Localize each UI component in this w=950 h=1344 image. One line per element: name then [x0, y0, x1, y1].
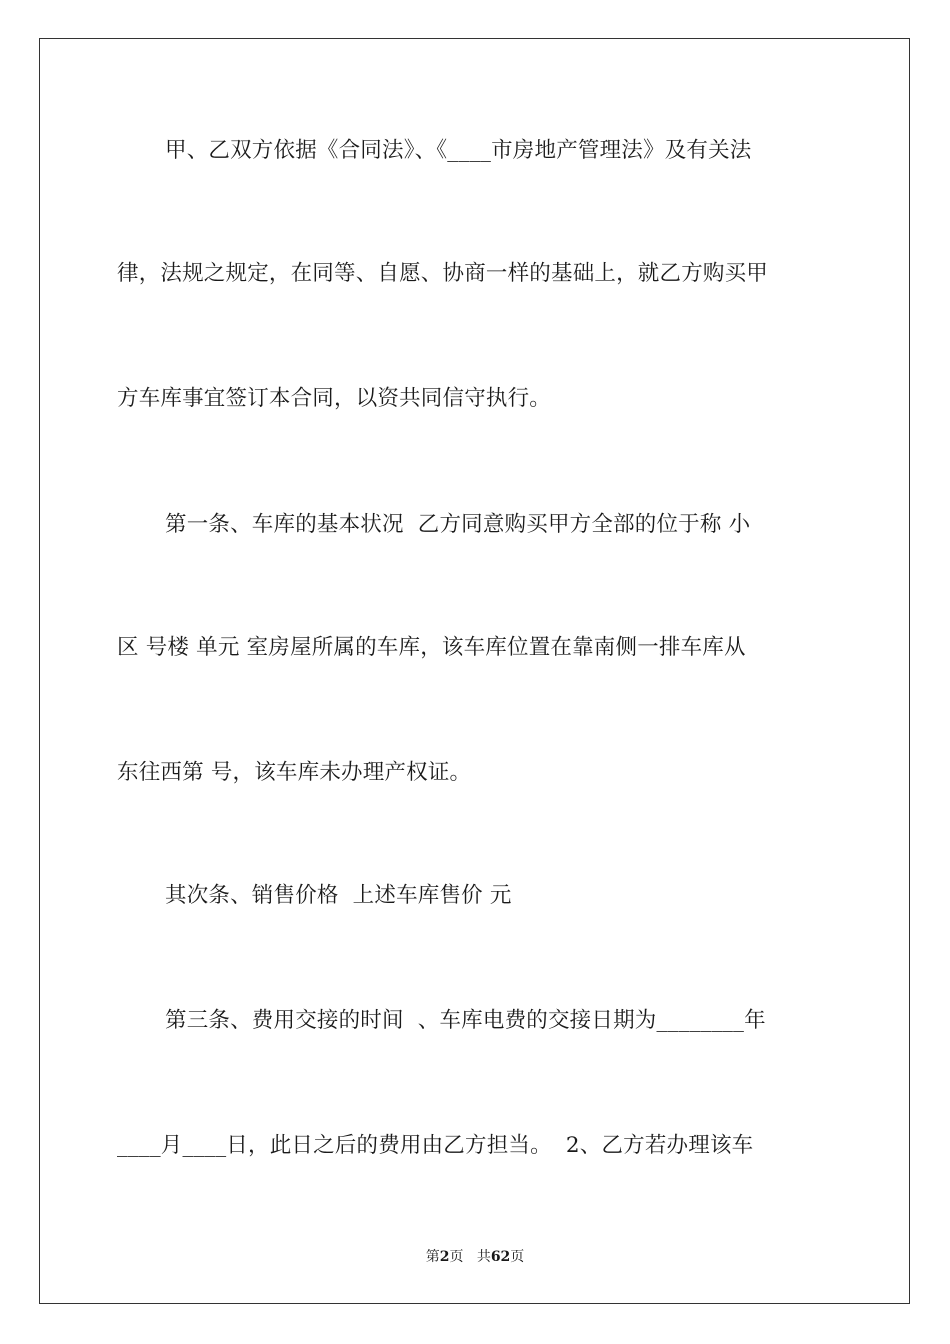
document-line-4: 第一条、车库的基本状况 乙方同意购买甲方全部的位于称 小 [165, 512, 751, 537]
document-line-5: 区 号楼 单元 室房屋所属的车库，该车库位置在靠南侧一排车库从 [117, 635, 746, 660]
footer-page-suffix: 页 [449, 1249, 464, 1265]
document-line-2: 律，法规之规定，在同等、自愿、协商一样的基础上，就乙方购买甲 [117, 261, 769, 286]
document-line-3: 方车库事宜签订本合同，以资共同信守执行。 [117, 386, 552, 411]
footer-total-pages: 62 [490, 1249, 511, 1265]
document-line-7: 其次条、销售价格 上述车库售价 元 [165, 883, 512, 908]
page-border [39, 38, 910, 1304]
document-line-8: 第三条、费用交接的时间 、车库电费的交接日期为________年 [165, 1008, 766, 1033]
document-line-6: 东往西第 号，该车库未办理产权证。 [117, 760, 472, 785]
footer-page-number: 2 [439, 1249, 450, 1265]
footer-total-prefix: 共 [476, 1249, 491, 1265]
page-footer [0, 1247, 950, 1267]
footer-total-suffix: 页 [510, 1249, 525, 1265]
document-line-1: 甲、乙双方依据《合同法》、《____市房地产管理法》及有关法 [165, 138, 752, 163]
footer-page-prefix: 第 [425, 1249, 440, 1265]
document-line-9: ____月____日，此日之后的费用由乙方担当。 2、乙方若办理该车 [117, 1133, 754, 1158]
